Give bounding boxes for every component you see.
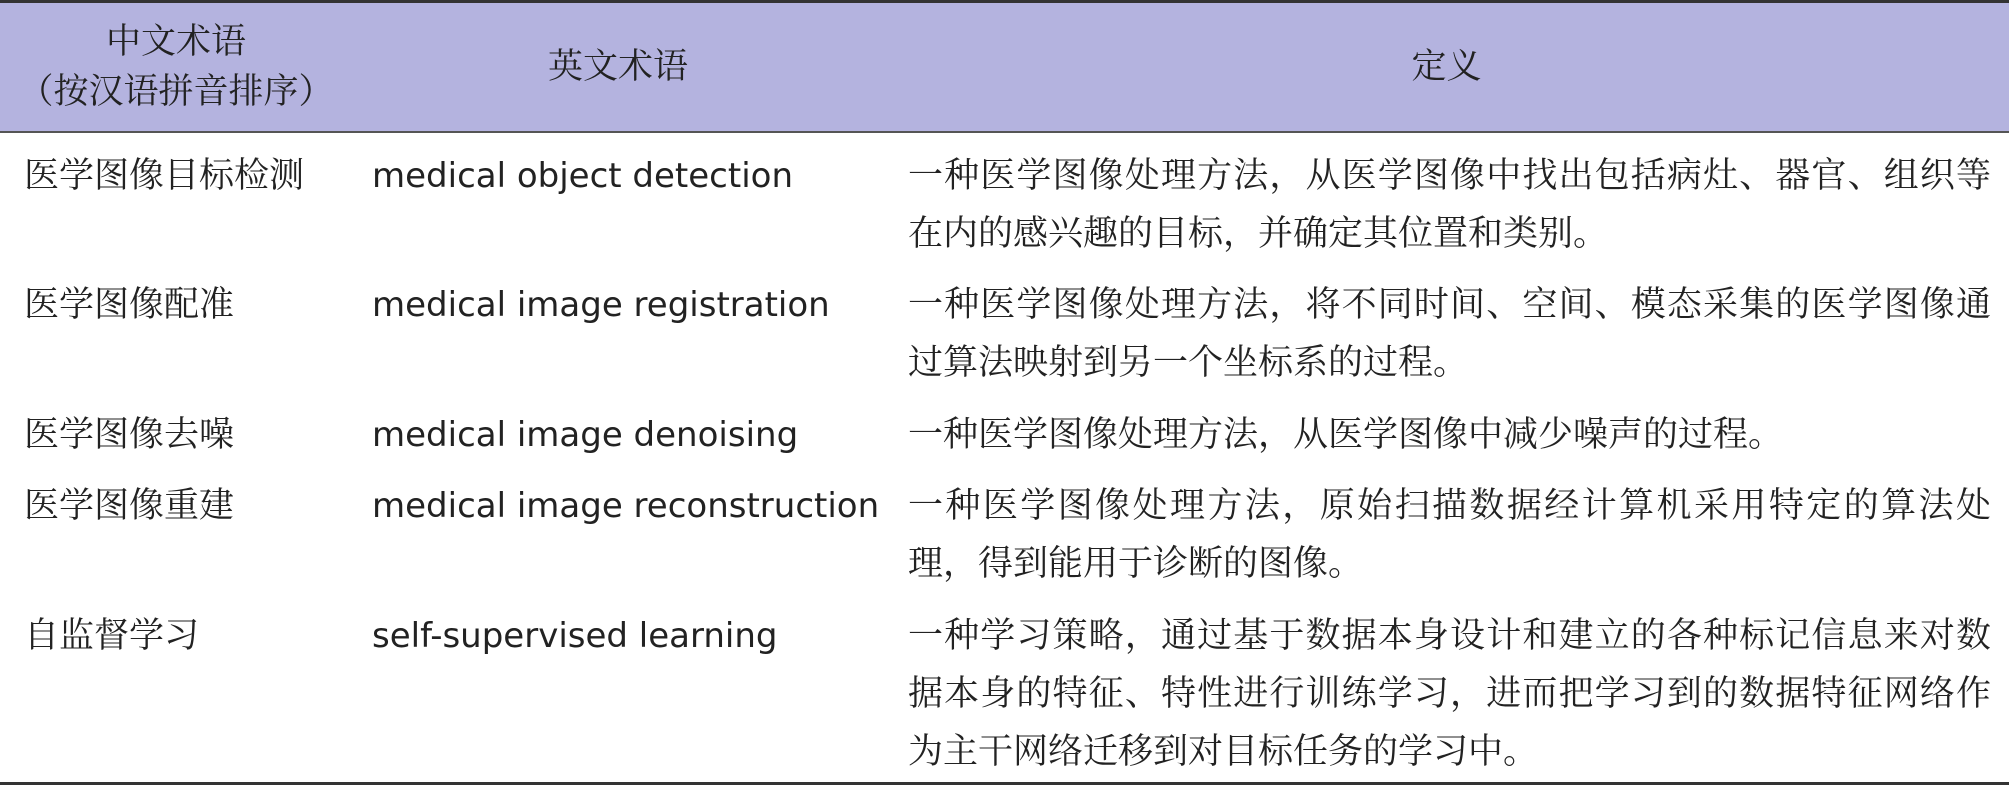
header-definition: 定义 (884, 2, 2009, 132)
table-row (0, 393, 2009, 464)
english-term-cell: medical image reconstruction (372, 486, 880, 527)
table-row (0, 132, 2009, 264)
english-term-cell: medical image registration (372, 285, 830, 326)
header-chinese-term-line2: （按汉语拼音排序） (18, 71, 334, 112)
header-chinese-term (0, 2, 352, 132)
definition-cell: 一种医学图像处理方法，原始扫描数据经计算机采用特定的算法处理，得到能用于诊断的图像。 (908, 486, 1991, 585)
table-row (0, 464, 2009, 594)
definition-cell: 一种医学图像处理方法，将不同时间、空间、模态采集的医学图像通过算法映射到另一个坐标系的过程。 (908, 285, 1991, 384)
definition-cell: 一种学习策略，通过基于数据本身设计和建立的各种标记信息来对数据本身的特征、特性进行训练学习，进而把学习到的数据特征网络作为主干网络迁移到对目标任务的学习中。 (884, 594, 2009, 784)
english-term-cell: medical object detection (372, 155, 793, 196)
english-term-cell: self-supervised learning (352, 594, 884, 784)
chinese-term-cell: 自监督学习 (0, 594, 352, 784)
header-english-term: 英文术语 (352, 2, 884, 132)
english-term-cell: medical image denoising (372, 414, 799, 455)
table-body (0, 132, 2009, 784)
table-header (0, 2, 2009, 132)
definition-cell: 一种医学图像处理方法，从医学图像中减少噪声的过程。 (908, 414, 1784, 455)
header-row (0, 2, 2009, 132)
definition-cell: 一种医学图像处理方法，从医学图像中找出包括病灶、器官、组织等在内的感兴趣的目标，并确定其位置和类别。 (908, 155, 1991, 254)
chinese-term-cell: 医学图像重建 (24, 486, 235, 527)
table-row (0, 263, 2009, 393)
chinese-term-cell: 医学图像目标检测 (24, 155, 305, 196)
table-row (0, 594, 2009, 784)
chinese-term-cell: 医学图像去噪 (24, 414, 235, 455)
chinese-term-cell: 医学图像配准 (24, 285, 235, 326)
header-chinese-term-line1: 中文术语 (105, 21, 246, 62)
